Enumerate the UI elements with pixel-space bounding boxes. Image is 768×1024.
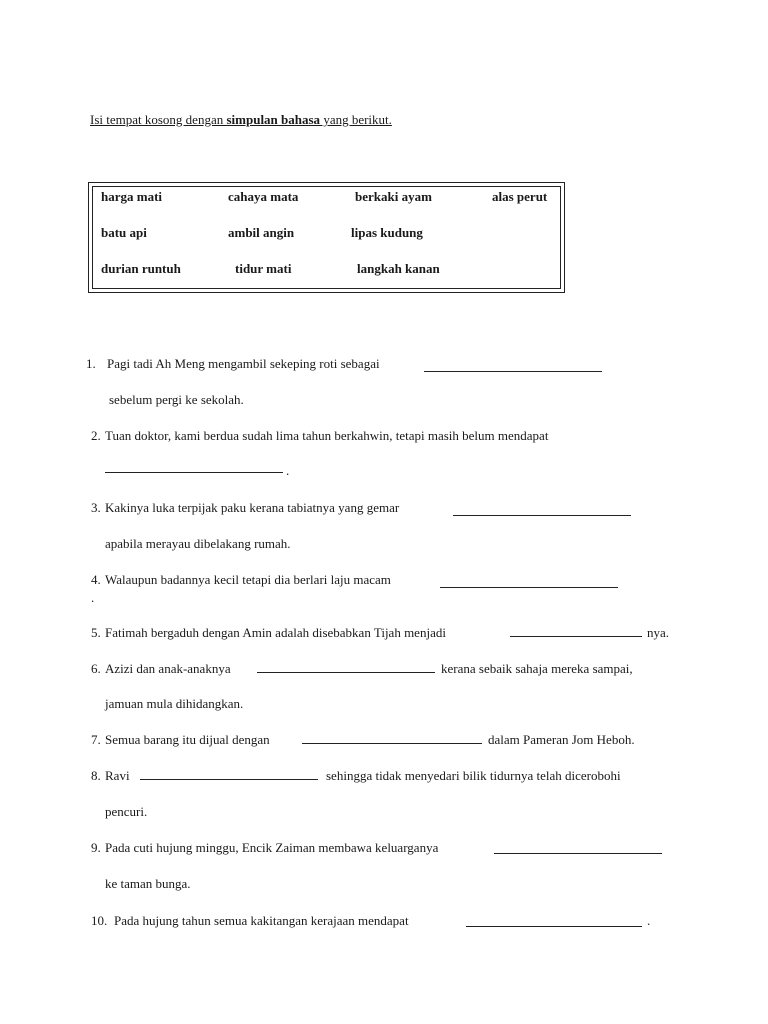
instruction-text bbox=[90, 112, 392, 128]
question-text-after: kerana sebaik sahaja mereka sampai, bbox=[441, 661, 633, 676]
question-text-after: . bbox=[647, 913, 651, 928]
question-text: Semua barang itu dijual dengan bbox=[105, 732, 270, 747]
question-text-continued: pencuri. bbox=[105, 804, 148, 819]
question-number: 7. bbox=[91, 732, 101, 747]
question-text: Pada cuti hujung minggu, Encik Zaiman membawa keluarganya bbox=[105, 840, 439, 855]
question-text: Tuan doktor, kami berdua sudah lima tahun berkahwin, tetapi masih belum mendapat bbox=[105, 428, 549, 443]
word-bank-item: ambil angin bbox=[228, 225, 295, 240]
question-number: 6. bbox=[91, 661, 101, 676]
answer-blank[interactable] bbox=[257, 672, 435, 673]
answer-blank[interactable] bbox=[466, 926, 642, 927]
question-text: Fatimah bergaduh dengan Amin adalah disebabkan Tijah menjadi bbox=[105, 625, 446, 640]
answer-blank[interactable] bbox=[440, 587, 618, 588]
word-bank-item: tidur mati bbox=[235, 261, 292, 276]
word-bank-item: langkah kanan bbox=[357, 261, 440, 276]
word-bank-item: batu api bbox=[101, 225, 147, 240]
question-text: Pada hujung tahun semua kakitangan kerajaan mendapat bbox=[114, 913, 409, 928]
question-text: Ravi bbox=[105, 768, 130, 783]
question-number: 8. bbox=[91, 768, 101, 783]
question-number: 4. bbox=[91, 572, 101, 587]
question-number: 2. bbox=[91, 428, 101, 443]
question-text-after: nya. bbox=[647, 625, 670, 640]
word-bank-item: lipas kudung bbox=[351, 225, 423, 240]
question-text: Azizi dan anak-anaknya bbox=[105, 661, 231, 676]
question-text: Kakinya luka terpijak paku kerana tabiatnya yang gemar bbox=[105, 500, 400, 515]
question-text-continued: apabila merayau dibelakang rumah. bbox=[105, 536, 291, 551]
question-text-continued: . bbox=[91, 590, 95, 605]
question-text-continued: sebelum pergi ke sekolah. bbox=[109, 392, 244, 407]
question-text-continued: jamuan mula dihidangkan. bbox=[105, 696, 244, 711]
question-text: Walaupun badannya kecil tetapi dia berlari laju macam bbox=[105, 572, 391, 587]
question-text: Pagi tadi Ah Meng mengambil sekeping roti sebagai bbox=[107, 356, 380, 371]
question-number: 9. bbox=[91, 840, 101, 855]
word-bank-item: berkaki ayam bbox=[355, 189, 432, 204]
answer-blank[interactable] bbox=[494, 853, 662, 854]
answer-blank[interactable] bbox=[140, 779, 318, 780]
answer-blank[interactable] bbox=[424, 371, 602, 372]
instruction-after: yang berikut. bbox=[320, 112, 392, 127]
question-text-after: sehingga tidak menyedari bilik tidurnya telah dicerobohi bbox=[326, 768, 621, 783]
instruction-before: Isi tempat kosong dengan bbox=[90, 112, 227, 127]
word-bank-item: harga mati bbox=[101, 189, 163, 204]
instruction-keyword: simpulan bahasa bbox=[226, 112, 321, 127]
word-bank-item: cahaya mata bbox=[228, 189, 299, 204]
answer-blank[interactable] bbox=[105, 472, 283, 473]
question-number: 5. bbox=[91, 625, 101, 640]
word-bank-item: alas perut bbox=[492, 189, 548, 204]
question-text-continued: . bbox=[286, 463, 290, 478]
question-number: 1. bbox=[86, 356, 96, 371]
answer-blank[interactable] bbox=[302, 743, 482, 744]
answer-blank[interactable] bbox=[510, 636, 642, 637]
question-number: 3. bbox=[91, 500, 101, 515]
question-text-after: dalam Pameran Jom Heboh. bbox=[488, 732, 635, 747]
question-number: 10. bbox=[91, 913, 108, 928]
word-bank-item: durian runtuh bbox=[101, 261, 181, 276]
question-text-continued: ke taman bunga. bbox=[105, 876, 191, 891]
answer-blank[interactable] bbox=[453, 515, 631, 516]
